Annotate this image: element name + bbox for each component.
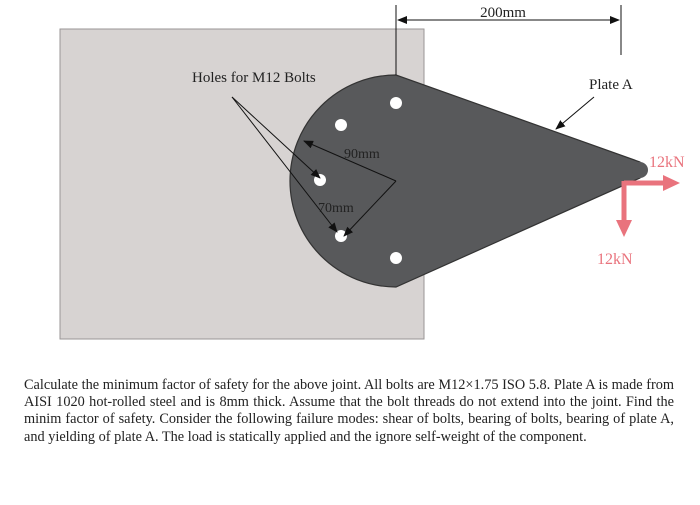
bolt-hole-2 [335, 119, 347, 131]
dimension-200mm-label: 200mm [480, 5, 526, 21]
bolt-hole-3 [314, 174, 326, 186]
plate-a-leader [556, 97, 594, 129]
radius-70mm-label: 70mm [318, 201, 354, 216]
force-horizontal-arrowhead [663, 175, 680, 191]
problem-statement: Calculate the minimum factor of safety for the above joint. All bolts are M12×1.75 ISO 5.8. Plate A is made from AISI 1020 hot-rolled steel and is 8mm thick. Assume that the bolt threads do not extend into the joint. Find the minim factor of safety. Consider the following failure modes: shear of bolts, bearing of bolts, bearing of plate A, and yielding of plate A. The load is statically applied and the ignore self-weight of the component. [24, 377, 674, 445]
holes-label: Holes for M12 Bolts [192, 70, 316, 86]
radius-90mm-label: 90mm [344, 147, 380, 162]
force-vertical-arrowhead [616, 220, 632, 237]
plate-a-rounded-tip [632, 162, 648, 178]
plate-a [290, 75, 643, 287]
bolt-hole-5 [390, 252, 402, 264]
force-horizontal-label: 12kN [649, 154, 685, 171]
plate-a-label: Plate A [589, 77, 633, 93]
load-arrows [616, 175, 680, 237]
bolt-hole-1 [390, 97, 402, 109]
force-vertical-label: 12kN [597, 251, 633, 268]
